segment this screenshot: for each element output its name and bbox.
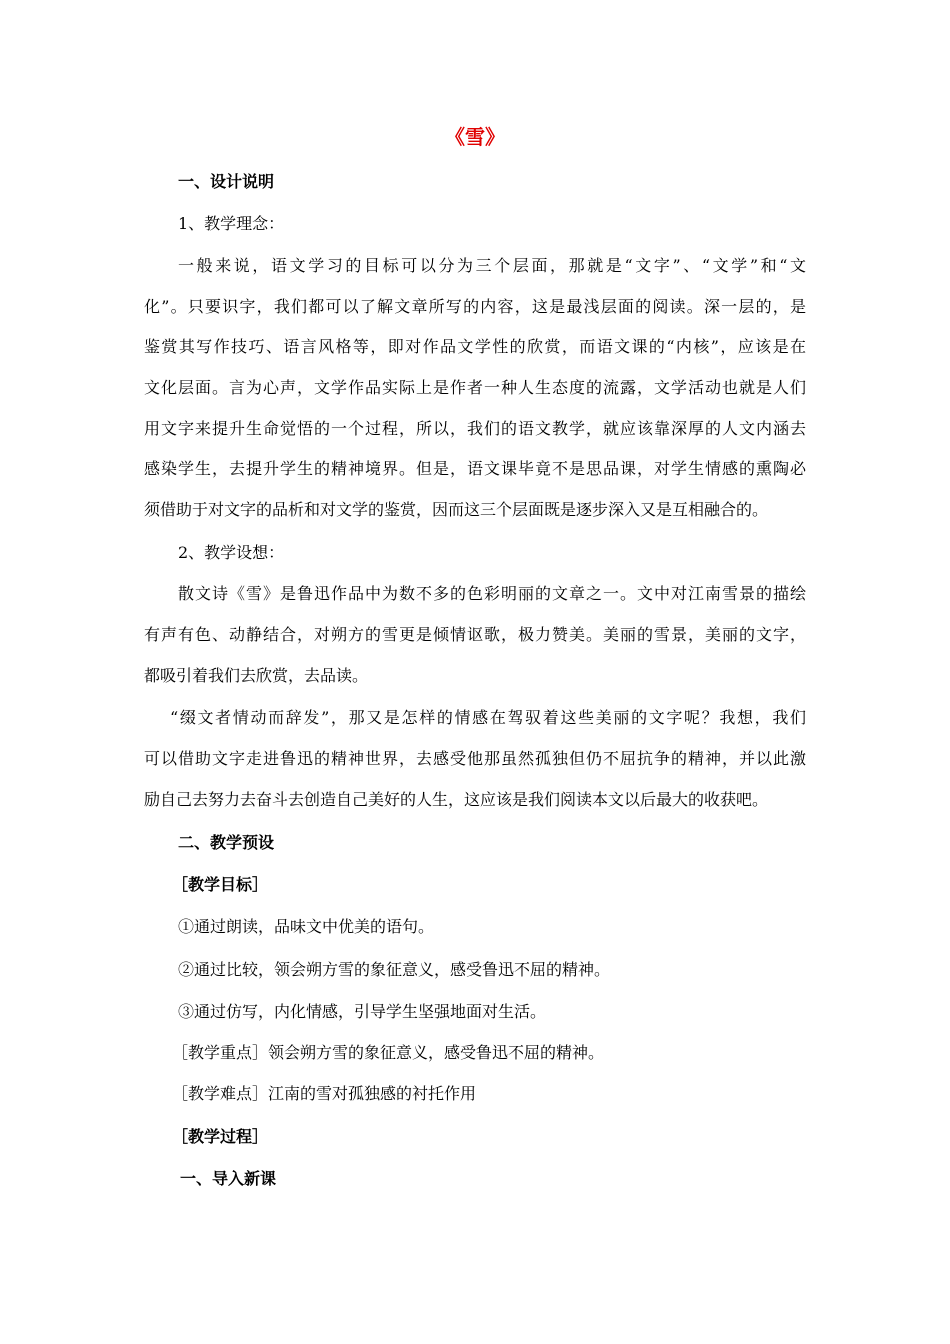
subheading-teaching-idea: 2、教学设想： [178, 543, 285, 562]
paragraph-line: 散文诗《雪》是鲁迅作品中为数不多的色彩明丽的文章之一。文中对江南雪景的描绘 [178, 584, 806, 603]
teaching-difficulty: ［教学难点］江南的雪对孤独感的衬托作用 [172, 1084, 477, 1103]
subheading-teaching-concept: 1、教学理念： [178, 214, 285, 233]
goal-item: ③通过仿写，内化情感，引导学生坚强地面对生活。 [178, 1002, 547, 1021]
goal-item: ②通过比较，领会朔方雪的象征意义，感受鲁迅不屈的精神。 [178, 960, 611, 979]
paragraph-line: 鉴赏其写作技巧、语言风格等，即对作品文学性的欣赏，而语文课的“内核”，应该是在 [144, 337, 806, 356]
paragraph-line: 用文字来提升生命觉悟的一个过程，所以，我们的语文教学，就应该靠深厚的人文内涵去 [144, 419, 806, 438]
label-teaching-process: ［教学过程］ [172, 1127, 269, 1146]
paragraph-line: 励自己去努力去奋斗去创造自己美好的人生，这应该是我们阅读本文以后最大的收获吧。 [144, 790, 769, 809]
paragraph-line: 有声有色、动静结合，对朔方的雪更是倾情讴歌，极力赞美。美丽的雪景，美丽的文字， [144, 625, 806, 644]
paragraph-line: 须借助于对文字的品析和对文学的鉴赏，因而这三个层面既是逐步深入又是互相融合的。 [144, 500, 769, 519]
teaching-focus: ［教学重点］领会朔方雪的象征意义，感受鲁迅不屈的精神。 [172, 1043, 605, 1062]
label-teaching-goals: ［教学目标］ [172, 875, 269, 894]
goal-item: ①通过朗读，品味文中优美的语句。 [178, 917, 435, 936]
paragraph-line: 化”。只要识字，我们都可以了解文章所写的内容，这是最浅层面的阅读。深一层的，是 [144, 297, 806, 316]
paragraph-line: 一般来说，语文学习的目标可以分为三个层面，那就是“文字”、“文学”和“文 [178, 256, 806, 275]
paragraph-line: 可以借助文字走进鲁迅的精神世界，去感受他那虽然孤独但仍不屈抗争的精神，并以此激 [144, 749, 806, 768]
paragraph-line: “缀文者情动而辞发”，那又是怎样的情感在驾驭着这些美丽的文字呢？我想，我们 [170, 708, 806, 727]
step-introduction: 一、导入新课 [180, 1169, 277, 1188]
paragraph-line: 文化层面。言为心声，文学作品实际上是作者一种人生态度的流露，文学活动也就是人们 [144, 378, 806, 397]
document-title: 《雪》 [445, 125, 505, 149]
section-heading-design: 一、设计说明 [178, 172, 275, 191]
paragraph-line: 感染学生，去提升学生的精神境界。但是，语文课毕竟不是思品课，对学生情感的熏陶必 [144, 459, 806, 478]
paragraph-line: 都吸引着我们去欣赏，去品读。 [144, 666, 369, 685]
section-heading-preset: 二、教学预设 [178, 833, 275, 852]
